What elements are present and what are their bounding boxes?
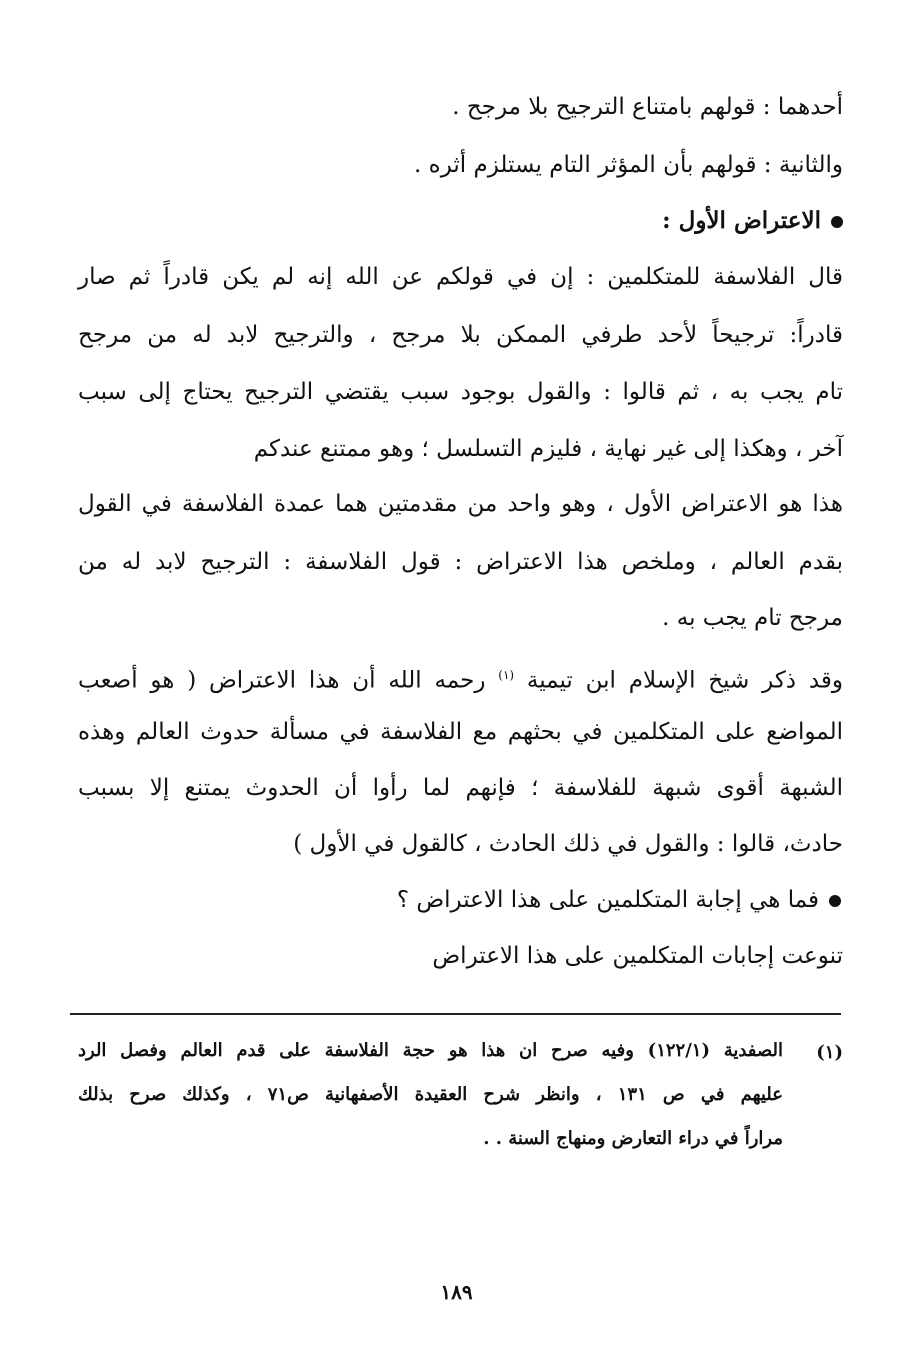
text-line: قادراً: ترجيحاً لأحد طرفي الممكن بلا مرجح ، والترجيح لابد له من مرجح: [78, 322, 843, 348]
footnote-line: مراراً في دراء التعارض ومنهاج السنة . .: [483, 1128, 783, 1149]
question-line: فما هي إجابة المتكلمين على هذا الاعتراض ؟: [397, 880, 841, 920]
text-line: الشبهة أقوى شبهة للفلاسفة ؛ فإنهم لما رأوا أن الحدوث يمتنع إلا بسبب: [78, 775, 843, 801]
footnote-line: الصفدية (١٢٢/١) وفيه صرح ان هذا هو حجة الفلاسفة على قدم العالم وفصل الرد: [78, 1040, 784, 1061]
text-line: حادث، قالوا : والقول في ذلك الحادث ، كالقول في الأول ): [293, 831, 843, 857]
text-line: أحدهما : قولهم بامتناع الترجيح بلا مرجح .: [452, 94, 843, 120]
footnote-divider: [70, 1013, 841, 1015]
text-line: بقدم العالم ، وملخص هذا الاعتراض : قول الفلاسفة : الترجيح لابد له من: [78, 549, 844, 575]
bullet-icon: [829, 895, 841, 907]
text-line: تام يجب به ، ثم قالوا : والقول بوجود سبب يقتضي الترجيح يحتاج إلى سبب: [78, 379, 843, 405]
section-heading: الاعتراض الأول :: [662, 201, 843, 241]
footnote-line: عليهم في ص ١٣١ ، وانظر شرح العقيدة الأصفهانية ص٧١ ، وكذلك صرح بذلك: [78, 1084, 784, 1105]
text-line: المواضع على المتكلمين في بحثهم مع الفلاسفة في مسألة حدوث العالم وهذه: [78, 719, 843, 745]
footnote-reference: (١): [498, 668, 515, 682]
text-line: قال الفلاسفة للمتكلمين : إن في قولكم عن الله إنه لم يكن قادراً ثم صار: [78, 264, 843, 290]
text-line: وقد ذكر شيخ الإسلام ابن تيمية $^{(١)}$ رحمه الله أن هذا الاعتراض ( هو أصعب: [78, 667, 844, 694]
footnote-number: (١): [816, 1042, 843, 1063]
text-line: آخر ، وهكذا إلى غير نهاية ، فليزم التسلسل ؛ وهو ممتنع عندكم: [253, 436, 843, 462]
text-line: مرجح تام يجب به .: [662, 605, 843, 631]
text-line: هذا هو الاعتراض الأول ، وهو واحد من مقدمتين هما عمدة الفلاسفة في القول: [78, 491, 843, 517]
text-line: والثانية : قولهم بأن المؤثر التام يستلزم أثره .: [414, 152, 843, 178]
bullet-icon: [831, 216, 843, 228]
text-line: تنوعت إجابات المتكلمين على هذا الاعتراض: [432, 943, 843, 969]
page-number: ١٨٩: [440, 1280, 473, 1304]
